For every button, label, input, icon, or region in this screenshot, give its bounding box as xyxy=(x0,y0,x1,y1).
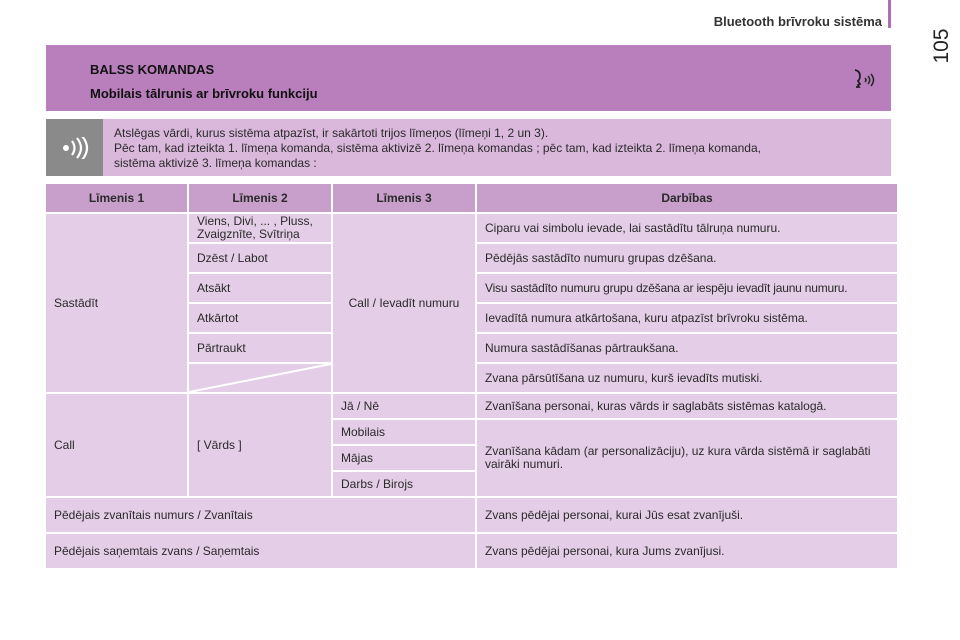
voice-commands-table xyxy=(44,182,899,570)
level3-cell: Call / Ievadīt numuru xyxy=(333,214,475,392)
column-header: Darbības xyxy=(477,184,897,212)
empty-level2-cell xyxy=(189,364,331,392)
level1-cell: Sastādīt xyxy=(46,214,187,392)
level2-cell: Dzēst / Labot xyxy=(189,244,331,272)
intro-line: sistēma aktivizē 3. līmeņa komandas : xyxy=(114,156,317,170)
column-header: Līmenis 2 xyxy=(189,184,331,212)
level2-cell: [ Vārds ] xyxy=(189,394,331,496)
action-cell: Zvana pārsūtīšana uz numuru, kurš ievadīts mutiski. xyxy=(477,364,897,392)
table-row xyxy=(46,534,897,568)
header-accent-bar xyxy=(888,0,891,28)
section-subheading: Mobilais tālrunis ar brīvroku funkciju xyxy=(90,86,318,101)
level2-cell: Atkārtot xyxy=(189,304,331,332)
action-cell: Pēdējās sastādīto numuru grupas dzēšana. xyxy=(477,244,897,272)
table-row xyxy=(46,214,897,242)
level3-cell: Jā / Nē xyxy=(333,394,475,418)
action-cell: Zvans pēdējai personai, kurai Jūs esat zvanījuši. xyxy=(477,498,897,532)
action-cell: Ievadītā numura atkārtošana, kuru atpazīst brīvroku sistēma. xyxy=(477,304,897,332)
level2-cell: Pārtraukt xyxy=(189,334,331,362)
speaker-sound-icon xyxy=(60,137,90,159)
command-cell: Pēdējais saņemtais zvans / Saņemtais xyxy=(46,534,475,568)
level2-cell: Atsākt xyxy=(189,274,331,302)
action-cell: Visu sastādīto numuru grupu dzēšana ar iespēju ievadīt jaunu numuru. xyxy=(477,274,897,302)
action-cell: Zvanīšana personai, kuras vārds ir saglabāts sistēmas katalogā. xyxy=(477,394,897,418)
table-row xyxy=(46,394,897,418)
voice-command-icon xyxy=(851,67,877,93)
intro-box xyxy=(46,119,891,176)
table-row xyxy=(46,498,897,532)
column-header: Līmenis 1 xyxy=(46,184,187,212)
level3-cell: Mobilais xyxy=(333,420,475,444)
title-box xyxy=(46,45,891,111)
level1-cell: Call xyxy=(46,394,187,496)
intro-icon-cell xyxy=(46,119,103,176)
command-cell: Pēdējais zvanītais numurs / Zvanītais xyxy=(46,498,475,532)
level2-cell: Viens, Divi, ... , Pluss, Zvaigznīte, Svītriņa xyxy=(189,214,331,242)
diagonal-slash xyxy=(189,364,331,392)
action-cell: Ciparu vai simbolu ievade, lai sastādītu tālruņa numuru. xyxy=(477,214,897,242)
section-title: Bluetooth brīvroku sistēma xyxy=(713,14,882,29)
level3-cell: Mājas xyxy=(333,446,475,470)
page-number: 105 xyxy=(930,28,953,64)
action-cell: Numura sastādīšanas pārtraukšana. xyxy=(477,334,897,362)
level3-cell: Darbs / Birojs xyxy=(333,472,475,496)
column-header: Līmenis 3 xyxy=(333,184,475,212)
action-cell: Zvans pēdējai personai, kura Jums zvanījusi. xyxy=(477,534,897,568)
intro-line: Atslēgas vārdi, kurus sistēma atpazīst, ir sakārtoti trijos līmeņos (līmeņi 1, 2 un 3). xyxy=(114,126,549,140)
action-cell: Zvanīšana kādam (ar personalizāciju), uz kura vārda sistēmā ir saglabāti vairāki numuri. xyxy=(477,420,897,496)
section-heading: BALSS KOMANDAS xyxy=(90,62,215,77)
intro-line: Pēc tam, kad izteikta 1. līmeņa komanda, sistēma aktivizē 2. līmeņa komandas ; pēc tam, kad izteikta 2. līmeņa komanda, xyxy=(114,141,761,155)
